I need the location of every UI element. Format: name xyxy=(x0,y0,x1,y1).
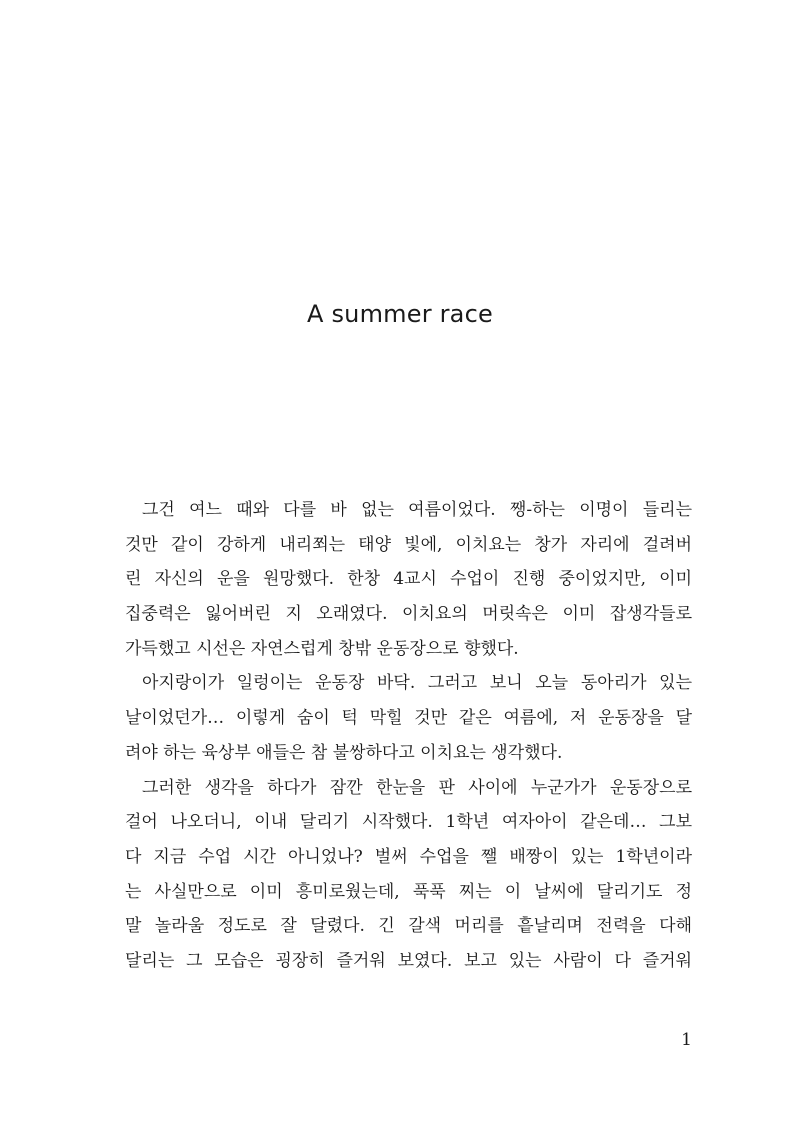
text-line: 집중력은 잃어버린 지 오래였다. 이치요의 머릿속은 이미 잡생각들로 xyxy=(125,604,692,625)
text-line: 려야 하는 육상부 애들은 참 불쌍하다고 이치요는 생각했다. xyxy=(125,742,563,763)
paragraph-2 xyxy=(108,666,692,770)
text-line: 그러한 생각을 하다가 잠깐 한눈을 판 사이에 누군가가 운동장으로 xyxy=(142,777,692,798)
paragraph-3 xyxy=(108,771,692,979)
text-line: 는 사실만으로 이미 흥미로웠는데, 푹푹 찌는 이 날씨에 달리기도 정 xyxy=(125,881,692,902)
text-line: 날이었던가… 이렇게 숨이 턱 막힐 것만 같은 여름에, 저 운동장을 달 xyxy=(125,708,692,729)
text-line: 말 놀라울 정도로 잘 달렸다. 긴 갈색 머리를 흩날리며 전력을 다해 xyxy=(125,916,692,937)
text-line: 다 지금 수업 시간 아니었나? 벌써 수업을 쨀 배짱이 있는 1학년이라 xyxy=(125,846,692,867)
text-line: 아지랑이가 일렁이는 운동장 바닥. 그러고 보니 오늘 동아리가 있는 xyxy=(142,673,692,694)
text-line: 린 자신의 운을 원망했다. 한창 4교시 수업이 진행 중이었지만, 이미 xyxy=(125,569,692,590)
body-text xyxy=(108,493,692,979)
paragraph-1 xyxy=(108,493,692,666)
text-line: 걸어 나오더니, 이내 달리기 시작했다. 1학년 여자아이 같은데… 그보 xyxy=(125,812,692,833)
text-line: 가득했고 시선은 자연스럽게 창밖 운동장으로 향했다. xyxy=(125,638,519,659)
page-number: 1 xyxy=(681,1030,692,1050)
text-line: 그건 여느 때와 다를 바 없는 여름이었다. 쨍-하는 이명이 들리는 xyxy=(142,500,692,520)
chapter-title: A summer race xyxy=(307,300,493,328)
text-line: 달리는 그 모습은 굉장히 즐거워 보였다. 보고 있는 사람이 다 즐거워 xyxy=(125,950,692,971)
text-line: 것만 같이 강하게 내리쬐는 태양 빛에, 이치요는 창가 자리에 걸려버 xyxy=(125,534,692,555)
